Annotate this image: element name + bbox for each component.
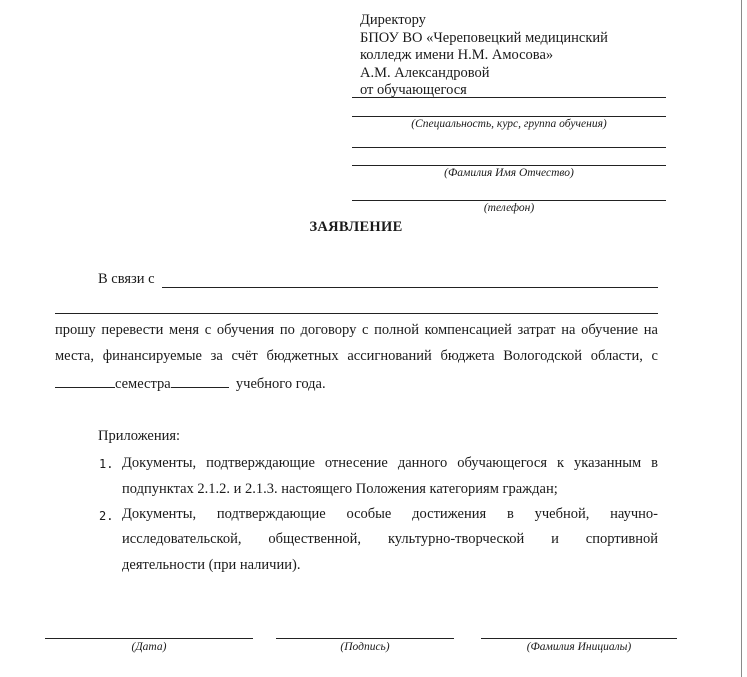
addressee-line-3: колледж имени Н.М. Амосова» bbox=[360, 47, 554, 63]
addressee-line-4: А.М. Александровой bbox=[360, 64, 490, 81]
document-title: ЗАЯВЛЕНИЕ bbox=[309, 219, 403, 235]
year-blank bbox=[171, 375, 229, 388]
initials-caption: (Фамилия Инициалы) bbox=[526, 641, 632, 653]
specialty-caption: (Специальность, курс, группа обучения) bbox=[411, 118, 607, 130]
reason-line-2 bbox=[55, 313, 658, 314]
attachment-2-line-2: исследовательской, общественной, культурно-творческой и спортивной bbox=[122, 531, 658, 547]
sign-line bbox=[276, 638, 454, 639]
year-word: учебного года. bbox=[235, 376, 326, 392]
phone-caption: (телефон) bbox=[483, 202, 535, 214]
addressee-line-1: Директору bbox=[360, 12, 426, 28]
name-caption: (Фамилия Имя Отчество) bbox=[444, 167, 574, 179]
specialty-line bbox=[352, 116, 666, 117]
attachment-1-line-2: подпунктах 2.1.2. и 2.1.3. настоящего Положения категориям граждан; bbox=[122, 481, 558, 497]
reason-line bbox=[162, 287, 658, 288]
reason-prefix: В связи с bbox=[98, 271, 155, 287]
request-line-1: прошу перевести меня с обучения по договору с полной компенсацией затрат на обучение на bbox=[55, 322, 658, 338]
name-line-1 bbox=[352, 147, 666, 148]
attachment-number-1: 1. bbox=[99, 457, 114, 471]
date-line bbox=[45, 638, 253, 639]
date-caption: (Дата) bbox=[131, 641, 167, 653]
phone-line bbox=[352, 200, 666, 201]
attachment-2-line-1: Документы, подтверждающие особые достижения в учебной, научно- bbox=[122, 506, 658, 522]
addressee-line-5: от обучающегося bbox=[360, 82, 467, 98]
sign-caption: (Подпись) bbox=[340, 641, 390, 653]
semester-word: семестра bbox=[115, 376, 171, 392]
attachment-2-line-3: деятельности (при наличии). bbox=[122, 557, 301, 573]
addressee-block bbox=[360, 12, 608, 100]
initials-line bbox=[481, 638, 677, 639]
from-underline bbox=[352, 97, 666, 98]
page-edge bbox=[741, 0, 742, 677]
attachment-number-2: 2. bbox=[99, 509, 114, 523]
semester-blank bbox=[55, 375, 115, 388]
attachment-1-line-1: Документы, подтверждающие отнесение данного обучающегося к указанным в bbox=[122, 455, 658, 471]
addressee-line-2: БПОУ ВО «Череповецкий медицинский bbox=[360, 29, 608, 46]
name-line-2 bbox=[352, 165, 666, 166]
semester-line bbox=[55, 375, 326, 393]
attachments-heading: Приложения: bbox=[98, 428, 181, 444]
request-line-2: места, финансируемые за счёт бюджетных ассигнований бюджета Вологодской области, с bbox=[55, 348, 658, 364]
